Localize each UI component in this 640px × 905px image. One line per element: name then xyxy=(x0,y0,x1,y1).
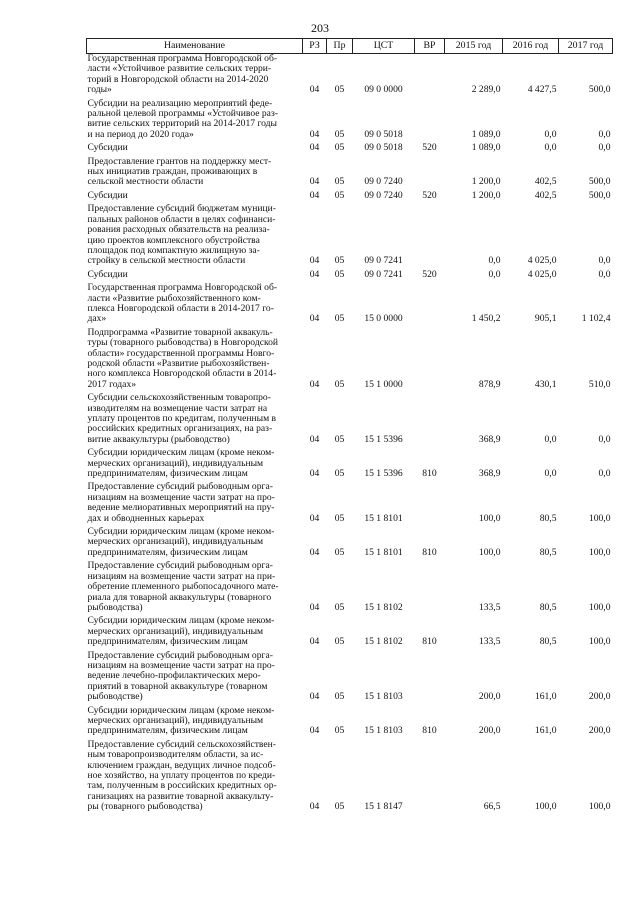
row-cst: 15 0 0000 xyxy=(364,313,403,325)
row-cst: 15 1 5396 xyxy=(364,468,403,480)
row-vr xyxy=(415,561,445,616)
row-2016: 0,0 xyxy=(544,468,557,480)
row-cst: 15 1 8101 xyxy=(364,546,403,558)
row-vr xyxy=(415,204,445,269)
row-2015: 1 089,0 xyxy=(471,128,501,140)
row-pr: 05 xyxy=(334,801,345,813)
row-2016: 80,5 xyxy=(539,636,557,648)
row-2016: 430,1 xyxy=(534,378,557,390)
row-vr: 810 xyxy=(422,468,437,480)
row-2017: 100,0 xyxy=(588,636,611,648)
row-vr xyxy=(415,740,445,816)
row-name: Предоставление субсидий сельскохозяйствен- ным товаропроизводителям области, за ис- ключением граждан, ведущих личное подсоб- ное хозяйство, на уплату процентов по креди- там, полученным в российских кредитных ор- ганизациях на развитие товарной аквакульту- ры (товарного рыбоводства) xyxy=(87,738,277,813)
row-2015: 133,5 xyxy=(478,636,501,648)
row-rz: 04 xyxy=(309,268,320,280)
row-name: Субсидии сельскохозяйственным товаропро- изводителям на возмещение части затрат на уплату процентов по кредитам, полученным в российских кредитных организациях, на раз- витие аквакультуры (рыбоводство) xyxy=(87,392,277,445)
row-cst: 15 1 8147 xyxy=(364,801,403,813)
row-pr: 05 xyxy=(334,468,345,480)
row-vr xyxy=(415,283,445,328)
row-2017: 0,0 xyxy=(598,142,611,154)
row-cst: 15 1 0000 xyxy=(364,378,403,390)
row-2017: 100,0 xyxy=(588,512,611,524)
row-rz: 04 xyxy=(309,142,320,154)
row-2017: 500,0 xyxy=(588,176,611,188)
table-row xyxy=(87,482,613,527)
row-2017: 0,0 xyxy=(598,255,611,267)
row-pr: 05 xyxy=(334,176,345,188)
row-rz: 04 xyxy=(309,601,320,613)
row-name: Субсидии на реализацию мероприятий феде- ральной целевой программы «Устойчивое раз- витие сельских территорий на 2014-2017 годы и на период до 2020 года» xyxy=(87,97,278,140)
row-rz: 04 xyxy=(309,636,320,648)
header-2017: 2017 год xyxy=(559,39,613,54)
row-name: Субсидии юридическим лицам (кроме неком- мерческих организаций), индивидуальным предпринимателям, физическим лицам xyxy=(87,704,275,737)
row-vr xyxy=(415,482,445,527)
row-name: Подпрограмма «Развитие товарной аквакуль- туры (товарного рыбоводства) в Новгородской области» государственной программы Новго- родской области «Развитие рыбохозяйствен- ного комплекса Новгородской области в 2014- 2017 годах» xyxy=(87,326,279,390)
page-number: 203 xyxy=(311,21,329,35)
row-rz: 04 xyxy=(309,725,320,737)
row-name: Субсидии юридическим лицам (кроме неком- мерческих организаций), индивидуальным предпринимателям, физическим лицам xyxy=(87,447,275,480)
row-pr: 05 xyxy=(334,433,345,445)
table-row xyxy=(87,54,613,99)
row-2016: 0,0 xyxy=(544,128,557,140)
row-rz: 04 xyxy=(309,512,320,524)
row-rz: 04 xyxy=(309,546,320,558)
row-vr: 810 xyxy=(422,725,437,737)
row-name: Предоставление субсидий рыбоводным орга- низациям на возмещение части затрат на про- ведение мелиоративных мероприятий на пру- дах и обводненных карьерах xyxy=(87,481,275,524)
table-row xyxy=(87,616,613,650)
row-pr: 05 xyxy=(334,691,345,703)
row-2015: 200,0 xyxy=(478,725,501,737)
row-2015: 133,5 xyxy=(478,601,501,613)
row-2016: 0,0 xyxy=(544,433,557,445)
row-2016: 100,0 xyxy=(534,801,557,813)
row-rz: 04 xyxy=(309,468,320,480)
row-rz: 04 xyxy=(309,801,320,813)
row-vr xyxy=(415,157,445,191)
row-pr: 05 xyxy=(334,268,345,280)
row-name: Субсидии юридическим лицам (кроме неком- мерческих организаций), индивидуальным предпринимателям, физическим лицам xyxy=(87,526,275,558)
header-pr: Пр xyxy=(327,39,353,54)
row-rz: 04 xyxy=(309,433,320,445)
header-2015: 2015 год xyxy=(445,39,503,54)
row-vr: 520 xyxy=(422,142,437,154)
row-2015: 1 450,2 xyxy=(471,313,501,325)
row-cst: 09 0 7241 xyxy=(364,255,403,267)
row-2016: 161,0 xyxy=(534,725,557,737)
row-2017: 500,0 xyxy=(588,189,611,201)
row-2016: 161,0 xyxy=(534,691,557,703)
row-name: Предоставление грантов на поддержку мест- ных инициатив граждан, проживающих в сельской местности области xyxy=(87,155,272,188)
row-rz: 04 xyxy=(309,189,320,201)
table-row xyxy=(87,561,613,616)
row-2015: 368,9 xyxy=(478,433,501,445)
row-pr: 05 xyxy=(334,636,345,648)
budget-table xyxy=(86,38,613,816)
row-2015: 0,0 xyxy=(488,268,501,280)
row-name: Предоставление субсидий бюджетам муници- пальных районов области в целях софинанси- рования расходных обязательств на реализа- цию проектов комплексного обустройства площадок под компактную жилищную за- стройку в сельской местности области xyxy=(87,203,276,267)
table-row xyxy=(87,651,613,706)
row-vr: 810 xyxy=(422,546,437,558)
row-2016: 80,5 xyxy=(539,512,557,524)
table-row xyxy=(87,328,613,393)
table-row xyxy=(87,204,613,269)
row-rz: 04 xyxy=(309,128,320,140)
row-2015: 1 089,0 xyxy=(471,142,501,154)
row-2017: 100,0 xyxy=(588,601,611,613)
row-pr: 05 xyxy=(334,84,345,96)
table-row xyxy=(87,157,613,191)
row-2015: 100,0 xyxy=(478,512,501,524)
row-name: Предоставление субсидий рыбоводным орга- низациям на возмещение части затрат на при- обретение племенного рыбопосадочного мате- риала для товарной аквакультуры (товарного рыбоводства) xyxy=(87,560,279,613)
header-2016: 2016 год xyxy=(503,39,559,54)
row-cst: 15 1 8103 xyxy=(364,725,403,737)
row-2017: 0,0 xyxy=(598,128,611,140)
row-2015: 200,0 xyxy=(478,691,501,703)
row-2017: 0,0 xyxy=(598,468,611,480)
row-2016: 80,5 xyxy=(539,546,557,558)
row-cst: 15 1 8101 xyxy=(364,512,403,524)
row-2016: 4 427,5 xyxy=(527,84,557,96)
table-row xyxy=(87,270,613,283)
table-row xyxy=(87,191,613,204)
row-pr: 05 xyxy=(334,725,345,737)
row-pr: 05 xyxy=(334,546,345,558)
row-2017: 1 102,4 xyxy=(581,313,611,325)
row-cst: 15 1 5396 xyxy=(364,433,403,445)
row-rz: 04 xyxy=(309,378,320,390)
row-pr: 05 xyxy=(334,313,345,325)
row-vr xyxy=(415,393,445,448)
row-name: Субсидии xyxy=(87,142,128,154)
table-row xyxy=(87,740,613,816)
row-rz: 04 xyxy=(309,691,320,703)
row-pr: 05 xyxy=(334,512,345,524)
row-vr xyxy=(415,54,445,99)
row-pr: 05 xyxy=(334,601,345,613)
row-cst: 15 1 8102 xyxy=(364,636,403,648)
row-2017: 100,0 xyxy=(588,801,611,813)
row-2015: 0,0 xyxy=(488,255,501,267)
row-pr: 05 xyxy=(334,128,345,140)
table-row xyxy=(87,143,613,156)
row-2015: 368,9 xyxy=(478,468,501,480)
row-2016: 402,5 xyxy=(534,189,557,201)
row-2017: 200,0 xyxy=(588,691,611,703)
header-name: Наименование xyxy=(87,39,303,54)
table-header-row xyxy=(87,39,613,54)
row-rz: 04 xyxy=(309,176,320,188)
row-cst: 15 1 8102 xyxy=(364,601,403,613)
row-vr xyxy=(415,651,445,706)
row-pr: 05 xyxy=(334,378,345,390)
row-2015: 66,5 xyxy=(483,801,501,813)
row-cst: 09 0 5018 xyxy=(364,142,403,154)
header-rz: РЗ xyxy=(303,39,327,54)
row-vr: 520 xyxy=(422,189,437,201)
row-vr xyxy=(415,99,445,144)
row-2016: 905,1 xyxy=(534,313,557,325)
row-2016: 80,5 xyxy=(539,601,557,613)
row-pr: 05 xyxy=(334,142,345,154)
row-vr xyxy=(415,328,445,393)
row-2015: 2 289,0 xyxy=(471,84,501,96)
row-cst: 09 0 7241 xyxy=(364,268,403,280)
row-name: Государственная программа Новгородской об- ласти «Развитие рыбохозяйственного ком- плекса Новгородской области в 2014-2017 го- дах» xyxy=(87,282,278,325)
row-cst: 09 0 7240 xyxy=(364,189,403,201)
row-name: Субсидии юридическим лицам (кроме неком- мерческих организаций), индивидуальным предпринимателям, физическим лицам xyxy=(87,615,275,648)
row-cst: 09 0 5018 xyxy=(364,128,403,140)
row-pr: 05 xyxy=(334,255,345,267)
row-2016: 402,5 xyxy=(534,176,557,188)
row-cst: 09 0 7240 xyxy=(364,176,403,188)
row-cst: 15 1 8103 xyxy=(364,691,403,703)
row-name: Субсидии xyxy=(87,268,128,280)
row-2017: 0,0 xyxy=(598,268,611,280)
row-name: Государственная программа Новгородской об- ласти «Устойчивое развитие сельских терри- торий в Новгородской области на 2014-2020 годы» xyxy=(87,53,278,96)
table-row xyxy=(87,527,613,561)
row-rz: 04 xyxy=(309,84,320,96)
row-rz: 04 xyxy=(309,313,320,325)
row-2017: 200,0 xyxy=(588,725,611,737)
row-vr: 520 xyxy=(422,268,437,280)
table-row xyxy=(87,706,613,740)
row-2017: 100,0 xyxy=(588,546,611,558)
header-cst: ЦСТ xyxy=(353,39,415,54)
row-rz: 04 xyxy=(309,255,320,267)
row-2015: 1 200,0 xyxy=(471,189,501,201)
row-2016: 4 025,0 xyxy=(527,268,557,280)
row-2017: 500,0 xyxy=(588,84,611,96)
row-2017: 510,0 xyxy=(588,378,611,390)
row-pr: 05 xyxy=(334,189,345,201)
row-2015: 1 200,0 xyxy=(471,176,501,188)
row-name: Предоставление субсидий рыбоводным орга- низациям на возмещение части затрат на про- ведение лечебно-профилактических меро- приятий в товарной аквакультуре (товарном рыбоводстве) xyxy=(87,649,275,703)
row-2016: 4 025,0 xyxy=(527,255,557,267)
table-row xyxy=(87,393,613,448)
row-2015: 100,0 xyxy=(478,546,501,558)
table-row xyxy=(87,99,613,144)
row-name: Субсидии xyxy=(87,189,128,201)
row-2017: 0,0 xyxy=(598,433,611,445)
header-vr: ВР xyxy=(415,39,445,54)
row-2015: 878,9 xyxy=(478,378,501,390)
row-2016: 0,0 xyxy=(544,142,557,154)
row-cst: 09 0 0000 xyxy=(364,84,403,96)
table-row xyxy=(87,448,613,482)
table-row xyxy=(87,283,613,328)
row-vr: 810 xyxy=(422,636,437,648)
